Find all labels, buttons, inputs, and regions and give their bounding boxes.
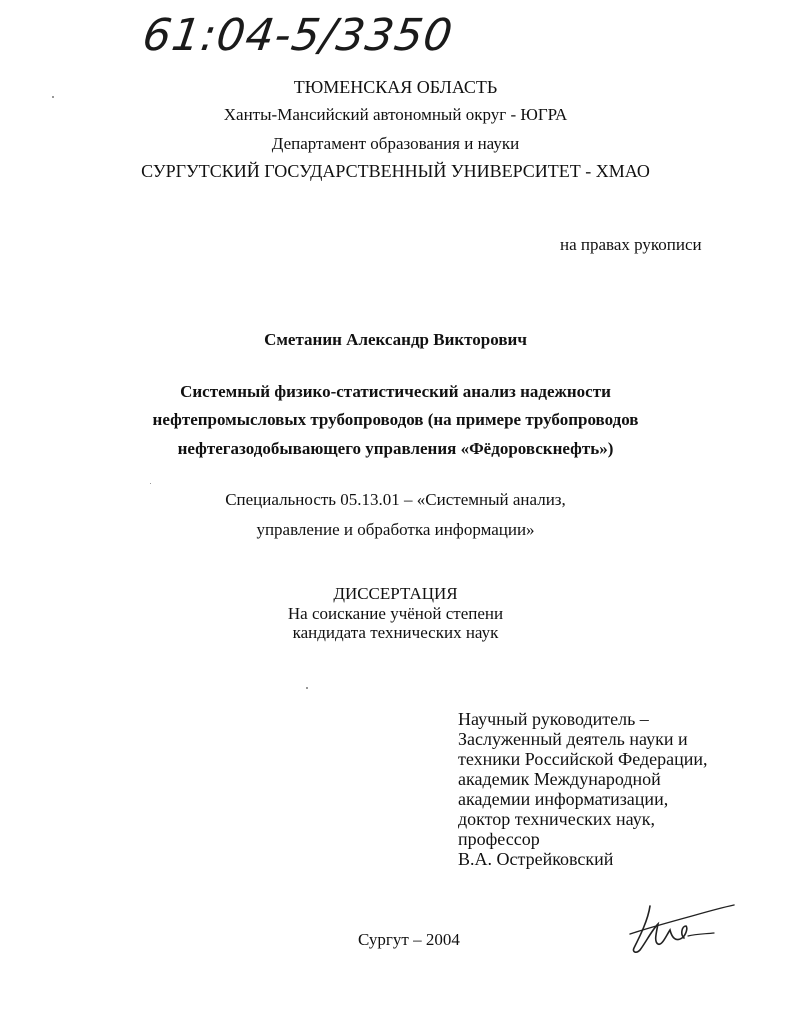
thesis-title-line-1: Системный физико-статистический анализ надежности xyxy=(180,382,611,401)
department-line: Департамент образования и науки xyxy=(271,134,520,153)
supervisor-line: академик Международной xyxy=(458,769,661,789)
supervisor-line: доктор технических наук, xyxy=(458,809,655,829)
author-name: Сметанин Александр Викторович xyxy=(264,330,527,349)
okrug-line: Ханты-Мансийский автономный округ - ЮГРА xyxy=(223,105,568,124)
supervisor-line: Научный руководитель – xyxy=(458,709,649,729)
signature-icon xyxy=(628,900,738,960)
degree-line-2: кандидата технических наук xyxy=(292,623,499,642)
thesis-title-line-3: нефтегазодобывающего управления «Фёдоровскнефть») xyxy=(177,439,614,458)
dissertation-heading: ДИССЕРТАЦИЯ xyxy=(333,584,458,603)
specialty-line-1: Специальность 05.13.01 – «Системный анализ, xyxy=(225,490,566,509)
degree-line-1: На соискание учёной степени xyxy=(287,604,504,623)
scan-speck xyxy=(150,483,151,484)
scan-speck xyxy=(52,96,54,98)
supervisor-line: техники Российской Федерации, xyxy=(458,749,708,769)
handwritten-archive-number: 61:04-5/3350 xyxy=(139,10,457,61)
supervisor-line: академии информатизации, xyxy=(458,789,669,809)
supervisor-line: профессор xyxy=(458,829,540,849)
specialty-line-2: управление и обработка информации» xyxy=(256,520,535,539)
manuscript-note: на правах рукописи xyxy=(560,235,702,254)
supervisor-line: Заслуженный деятель науки и xyxy=(458,729,688,749)
place-year: Сургут – 2004 xyxy=(358,930,460,949)
thesis-title-line-2: нефтепромысловых трубопроводов (на примере трубопроводов xyxy=(152,410,639,429)
university-line: СУРГУТСКИЙ ГОСУДАРСТВЕННЫЙ УНИВЕРСИТЕТ - ХМАО xyxy=(141,161,650,181)
supervisor-name: В.А. Острейковский xyxy=(458,849,614,869)
supervisor-block xyxy=(458,709,707,869)
scan-speck xyxy=(306,687,308,689)
region-heading: ТЮМЕНСКАЯ ОБЛАСТЬ xyxy=(293,77,498,97)
